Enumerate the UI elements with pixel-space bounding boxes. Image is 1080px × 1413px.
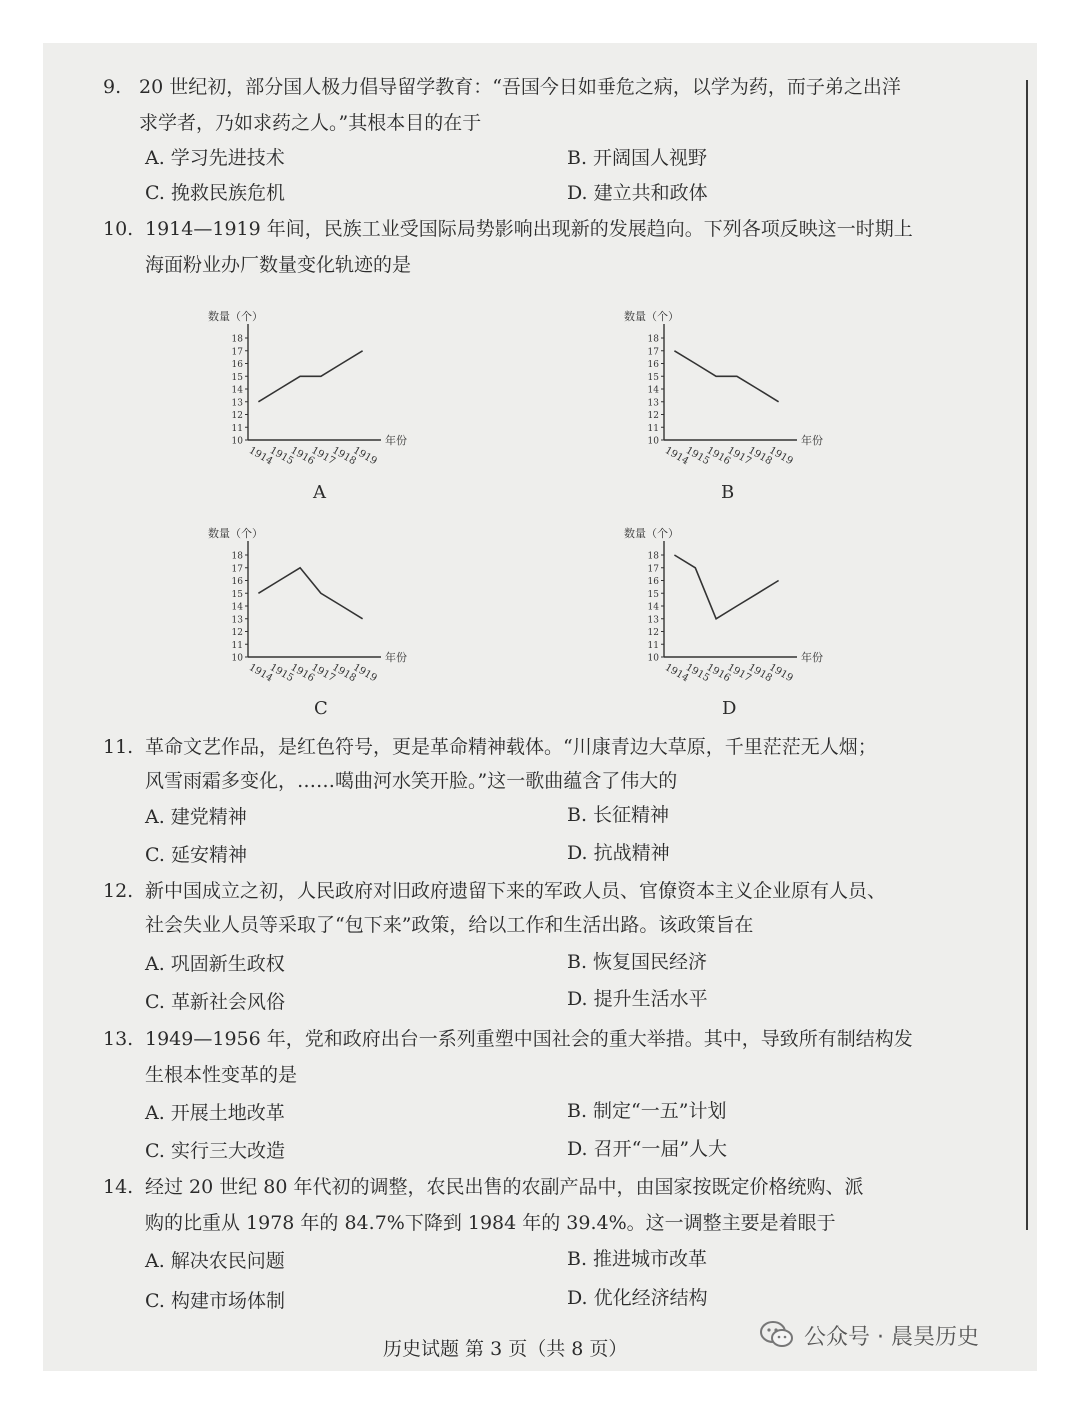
- q10-number: 10.: [103, 218, 134, 240]
- watermark-label: 公众号 · 晨昊历史: [804, 1324, 979, 1350]
- y-tick-label: 10: [231, 436, 243, 447]
- x-tick-label: 1917: [309, 445, 337, 468]
- chart-c-label: C: [314, 698, 328, 719]
- q14-option-a: A. 解决农民问题: [145, 1250, 285, 1272]
- y-axis-label: 数量（个）: [208, 527, 263, 540]
- y-tick-label: 17: [647, 347, 659, 358]
- chart-b: [596, 290, 856, 480]
- chart-c: [180, 507, 440, 697]
- q9-stem-line2: 求学者，乃如求药之人。”其根本目的在于: [139, 112, 482, 134]
- y-tick-label: 17: [231, 347, 243, 358]
- x-tick-label: 1918: [746, 445, 774, 468]
- y-tick-label: 16: [231, 577, 243, 587]
- x-axis-label: 年份: [801, 434, 823, 447]
- wechat-icon: [760, 1320, 794, 1350]
- q11-stem-line2: 风雪雨霜多变化，……噶曲河水笑开脸。”这一歌曲蕴含了伟大的: [145, 770, 678, 792]
- x-tick-label: 1917: [725, 445, 753, 468]
- x-tick-label: 1914: [246, 662, 275, 685]
- x-axis-label: 年份: [385, 434, 407, 447]
- y-tick-label: 15: [647, 589, 659, 600]
- q12-option-c: C. 革新社会风俗: [145, 991, 285, 1013]
- x-axis-label: 年份: [385, 651, 407, 664]
- q13-option-b: B. 制定“一五”计划: [567, 1100, 727, 1122]
- y-tick-label: 12: [231, 411, 243, 421]
- y-tick-label: 14: [647, 385, 659, 396]
- y-tick-label: 12: [647, 411, 659, 421]
- y-tick-label: 13: [231, 615, 243, 626]
- q9-option-b: B. 开阔国人视野: [567, 147, 708, 169]
- y-tick-label: 18: [231, 334, 243, 345]
- x-tick-label: 1916: [704, 662, 733, 685]
- q9-option-c: C. 挽救民族危机: [145, 182, 285, 204]
- chart-a-label: A: [313, 482, 326, 503]
- x-tick-label: 1914: [662, 445, 691, 468]
- q14-stem-line1: 经过 20 世纪 80 年代初的调整，农民出售的农副产品中，由国家按既定价格统购、派: [145, 1176, 864, 1198]
- y-tick-label: 11: [647, 640, 659, 651]
- q12-stem-line1: 新中国成立之初，人民政府对旧政府遗留下来的军政人员、官僚资本主义企业原有人员、: [145, 880, 887, 902]
- y-axis-label: 数量（个）: [624, 310, 679, 323]
- q12-stem-line2: 社会失业人员等采取了“包下来”政策，给以工作和生活出路。该政策旨在: [145, 914, 754, 936]
- y-tick-label: 14: [231, 602, 243, 613]
- y-tick-label: 17: [647, 564, 659, 575]
- exam-page: [43, 43, 1037, 1371]
- page-edge-rule: [1026, 80, 1028, 1230]
- x-tick-label: 1919: [351, 445, 379, 468]
- x-tick-label: 1916: [704, 445, 733, 468]
- y-tick-label: 16: [231, 360, 243, 370]
- q13-stem-line2: 生根本性变革的是: [145, 1064, 298, 1086]
- y-axis-label: 数量（个）: [624, 527, 679, 540]
- y-tick-label: 15: [231, 372, 243, 383]
- y-tick-label: 12: [231, 628, 243, 638]
- x-tick-label: 1918: [330, 445, 358, 468]
- q9-number: 9.: [103, 76, 122, 98]
- y-tick-label: 18: [647, 334, 659, 345]
- x-tick-label: 1914: [662, 662, 691, 685]
- x-tick-label: 1915: [267, 445, 296, 468]
- q13-option-c: C. 实行三大改造: [145, 1140, 285, 1162]
- x-tick-label: 1919: [351, 662, 379, 685]
- q10-stem-line1: 1914—1919 年间，民族工业受国际局势影响出现新的发展趋向。下列各项反映这一时期上: [145, 218, 913, 240]
- x-tick-label: 1914: [246, 445, 275, 468]
- y-tick-label: 15: [231, 589, 243, 600]
- y-tick-label: 11: [231, 423, 243, 434]
- q9-stem-line1: 20 世纪初，部分国人极力倡导留学教育：“吾国今日如垂危之病，以学为药，而子弟之出洋: [139, 76, 901, 98]
- q11-option-b: B. 长征精神: [567, 804, 670, 826]
- data-line: [258, 568, 362, 619]
- y-tick-label: 11: [231, 640, 243, 651]
- q11-number: 11.: [103, 736, 134, 758]
- y-tick-label: 13: [231, 398, 243, 409]
- q11-option-c: C. 延安精神: [145, 844, 247, 866]
- x-tick-label: 1915: [683, 445, 712, 468]
- chart-a: [180, 290, 440, 480]
- y-tick-label: 10: [231, 653, 243, 664]
- q9-option-a: A. 学习先进技术: [145, 147, 285, 169]
- y-tick-label: 14: [231, 385, 243, 396]
- page-footer: 历史试题 第 3 页（共 8 页）: [383, 1338, 628, 1360]
- data-line: [674, 555, 778, 619]
- q9-option-d: D. 建立共和政体: [567, 182, 708, 204]
- q11-stem-line1: 革命文艺作品，是红色符号，更是革命精神载体。“川康青边大草原，千里茫茫无人烟；: [145, 736, 877, 758]
- y-tick-label: 17: [231, 564, 243, 575]
- q14-option-d: D. 优化经济结构: [567, 1287, 708, 1309]
- q12-option-b: B. 恢复国民经济: [567, 951, 708, 973]
- chart-d: [596, 507, 856, 697]
- q11-option-a: A. 建党精神: [145, 806, 247, 828]
- q14-stem-line2: 购的比重从 1978 年的 84.7%下降到 1984 年的 39.4%。这一调整主要是着眼于: [145, 1212, 836, 1234]
- y-tick-label: 12: [647, 628, 659, 638]
- y-tick-label: 15: [647, 372, 659, 383]
- x-tick-label: 1917: [309, 662, 337, 685]
- q12-option-d: D. 提升生活水平: [567, 988, 708, 1010]
- x-tick-label: 1918: [746, 662, 774, 685]
- data-line: [258, 351, 362, 402]
- y-tick-label: 11: [647, 423, 659, 434]
- q12-number: 12.: [103, 880, 134, 902]
- y-tick-label: 10: [647, 436, 659, 447]
- y-tick-label: 13: [647, 398, 659, 409]
- q11-option-d: D. 抗战精神: [567, 842, 670, 864]
- y-tick-label: 18: [231, 551, 243, 562]
- y-tick-label: 13: [647, 615, 659, 626]
- y-tick-label: 16: [647, 577, 659, 587]
- q13-stem-line1: 1949—1956 年，党和政府出台一系列重塑中国社会的重大举措。其中，导致所有制结构发: [145, 1028, 913, 1050]
- q14-option-b: B. 推进城市改革: [567, 1248, 708, 1270]
- x-tick-label: 1918: [330, 662, 358, 685]
- y-tick-label: 10: [647, 653, 659, 664]
- x-tick-label: 1919: [767, 662, 795, 685]
- x-tick-label: 1916: [288, 445, 317, 468]
- y-axis-label: 数量（个）: [208, 310, 263, 323]
- y-tick-label: 14: [647, 602, 659, 613]
- chart-d-label: D: [722, 698, 737, 719]
- x-tick-label: 1917: [725, 662, 753, 685]
- x-tick-label: 1916: [288, 662, 317, 685]
- q13-option-d: D. 召开“一届”人大: [567, 1138, 728, 1160]
- data-line: [674, 351, 778, 402]
- x-axis-label: 年份: [801, 651, 823, 664]
- y-tick-label: 16: [647, 360, 659, 370]
- x-tick-label: 1919: [767, 445, 795, 468]
- chart-b-label: B: [721, 482, 735, 503]
- q13-option-a: A. 开展土地改革: [145, 1102, 285, 1124]
- x-tick-label: 1915: [683, 662, 712, 685]
- x-tick-label: 1915: [267, 662, 296, 685]
- q14-number: 14.: [103, 1176, 134, 1198]
- q13-number: 13.: [103, 1028, 134, 1050]
- q14-option-c: C. 构建市场体制: [145, 1290, 285, 1312]
- q10-stem-line2: 海面粉业办厂数量变化轨迹的是: [145, 254, 412, 276]
- y-tick-label: 18: [647, 551, 659, 562]
- q12-option-a: A. 巩固新生政权: [145, 953, 285, 975]
- wechat-watermark: [760, 1317, 979, 1353]
